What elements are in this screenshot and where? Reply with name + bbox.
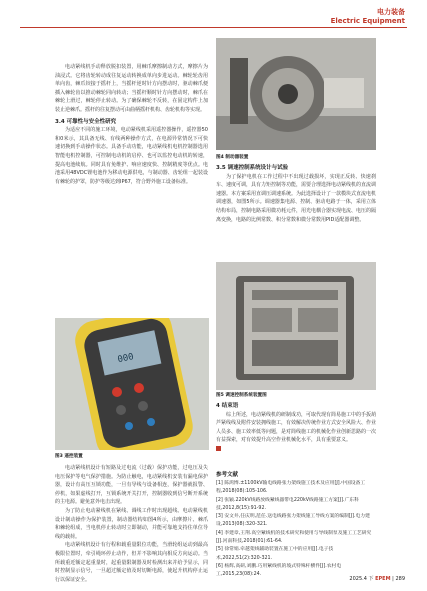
page-header xyxy=(331,7,405,25)
reference-1: [1] 陈鸿博.±1100kV输电线路张力架线施工技术及应用[J].中国设备工程,2018(08):105-106. xyxy=(216,481,366,495)
footer-journal: EPEM xyxy=(375,576,391,582)
speed-controller-illustration xyxy=(216,262,376,390)
references xyxy=(216,470,376,580)
left-paragraph-2: 为适应不同的施工环境，电动紧线机采用遥控器操作，遥控器50和0米示，其具备无线、有线两种操作方式，在电源异常情况下可快速切换到手动操作状态。具备手动功能，电动紧线机电机控制器选用智能电机控制器，可控制电动机的启停、也可以监控电动机的转速，提高电池续航。同时具有免维护、响应速度快、控制精度等优点。电池采用48VDC锂电池作为移动电源供电，与制动器、齿轮组一起装设有棘轮的护罩，防护等级达到IP67，符合野外施工设备标准。 xyxy=(55,127,208,185)
end-mark xyxy=(216,446,221,451)
left-paragraph-3: 电动紧线机设计有短路及过电流（过载）保护功能，过电压及失电压保护等电气保护措施。为防止触电，电动紧线机安装有漏电保护器，设计有高压互锁功能，一旦有导线与设备相连，保护器就报警、停机，如果虚线打开，互锁系统开关打开，控制器收到信号断开系统的主电源。避免意外电击出现。 xyxy=(55,465,208,506)
references-title: 参考文献 xyxy=(216,472,239,478)
reference-4: [4] 李建章,王荆.高空紧线机的技术研究和使用与导线制泵及施工工艺研究[J].河南科技,2018(01):61-64. xyxy=(216,530,372,545)
reference-6: [6] 杨辉,高研,刘鹏.巧用紧线机的坡式特殊杆横件[J].农村电工,2015,23(08):24. xyxy=(216,563,342,578)
header-en: Electric Equipment xyxy=(330,17,405,25)
reference-5: [5] 徐常娟.牵越架线辅助装置在施工中的应用[J].电子技术,2022,51(2):320-321. xyxy=(216,547,334,561)
left-paragraph-1: 电动紧线机手动释放脱扣装置，用棘爪摩擦制动方式，摩擦片为油浸式。它将齿轮转动成往复运动转换成单向步进运动。棘轮轮齿用单向齿，棘爪铰接于摇杆上，当摇杆逆时针方向摆动时，驱动棘爪便插入棘轮齿以推动棘轮同向转动；当摇杆顺时针方向摆动时，棘爪在棘轮上滑过，棘轮停止转动。为了确保棘轮不反转，在固定构件上加装止逆棘爪。摇杆的往复摆动可由曲柄摇杆机构、齿轮机构等实现。 xyxy=(55,64,208,113)
right-paragraph-1: 为了保护电机在工作过程中不出现过载损坏，实现正反转、快速刹车、速度可调，具有力矩控制等功能，需要合理选择电动紧线机的直流调速器。本方案采用直调压调速系统。为此选择设计了一款模块式直流电机调速器，如图5所示。调速器集电源、控制、驱动电路于一体，采用立体结构布局，控制电路采用微功耗元件，用光电耦合器实现电流、电压的隔离变换，电路的比例常数、积分常数和微分常数用PID适配器调整。 xyxy=(216,173,377,223)
header-rule xyxy=(20,27,407,28)
remote-screen-text: 000 xyxy=(116,352,135,366)
footer-issue: 2025.4 下 xyxy=(349,576,374,582)
figure-4-caption: 图4 制动器装置 xyxy=(216,155,249,160)
figure-3-caption: 图3 遥控装置 xyxy=(55,454,83,459)
reference-2: [2] 张颖.220kV线路放线紧线器带电220kV线路施工方案[J].广东科技,2012,8(15):91-92. xyxy=(216,497,359,511)
reference-3: [3] 安文井,任庆明,范任.送电线路张力架线施工导线方案的编制[J].电力建设,2013(08):320-321. xyxy=(216,514,370,528)
figure-5-caption: 图5 调速控制系统装置图 xyxy=(216,393,267,398)
left-paragraph-4: 为了防止电动紧线机在紧线、调线工作时出现超线、电动紧线机设计制动操作为保护装置，制动器结构如图4所示，由摩擦片、棘爪和棘轮组成，当电机停止转动时立即制动，并能可靠地支持住单位导线的载荷。 xyxy=(55,507,208,540)
footer-page: 289 xyxy=(395,576,405,582)
remote-control-illustration xyxy=(55,318,209,450)
right-paragraph-2: 综上所述，电动紧线机的研制成功，可取代现有简易施工中的手扳葫芦紧线线及附件安装拥线施工，有效解决传统作业方式安全风险大、作业人员多、施工效率低等问题，是对简线施工的机械化作业创新思路的一次有益探索，对有效提升高空作业机械化水平，具有重要意义。 xyxy=(216,411,377,444)
remote-control-figure xyxy=(55,318,209,450)
right-column-top xyxy=(216,164,376,224)
brake-device-illustration xyxy=(216,38,376,150)
brake-device-figure xyxy=(216,38,376,150)
left-column xyxy=(55,63,208,186)
page-footer xyxy=(349,575,405,582)
right-column-bottom xyxy=(216,402,376,454)
section-4-heading: 4 结束语 xyxy=(216,403,239,409)
header-cn: 电力装备 xyxy=(377,8,405,16)
footer-separator: | xyxy=(392,576,394,582)
section-3-4-heading: 3.4 可靠性与安全性研究 xyxy=(55,118,117,125)
left-paragraph-5: 电动紧线机设计有行程和载重量限位功能，当滑轮组运动到最高极限位置时，牵引绳环停止动作，但并不影响其向相反方向运动。当所载重近额定起重量时，起重量限制器及时检测出来并给予显示，同时控制显示信号，一旦超过额定值及时切断电源，使起升机构停止运行以保证安全。 xyxy=(55,542,208,583)
section-3-5-heading: 3.5 调速控制系统设计与试验 xyxy=(216,165,289,171)
left-column-bottom xyxy=(55,464,208,584)
speed-control-figure xyxy=(216,262,376,390)
